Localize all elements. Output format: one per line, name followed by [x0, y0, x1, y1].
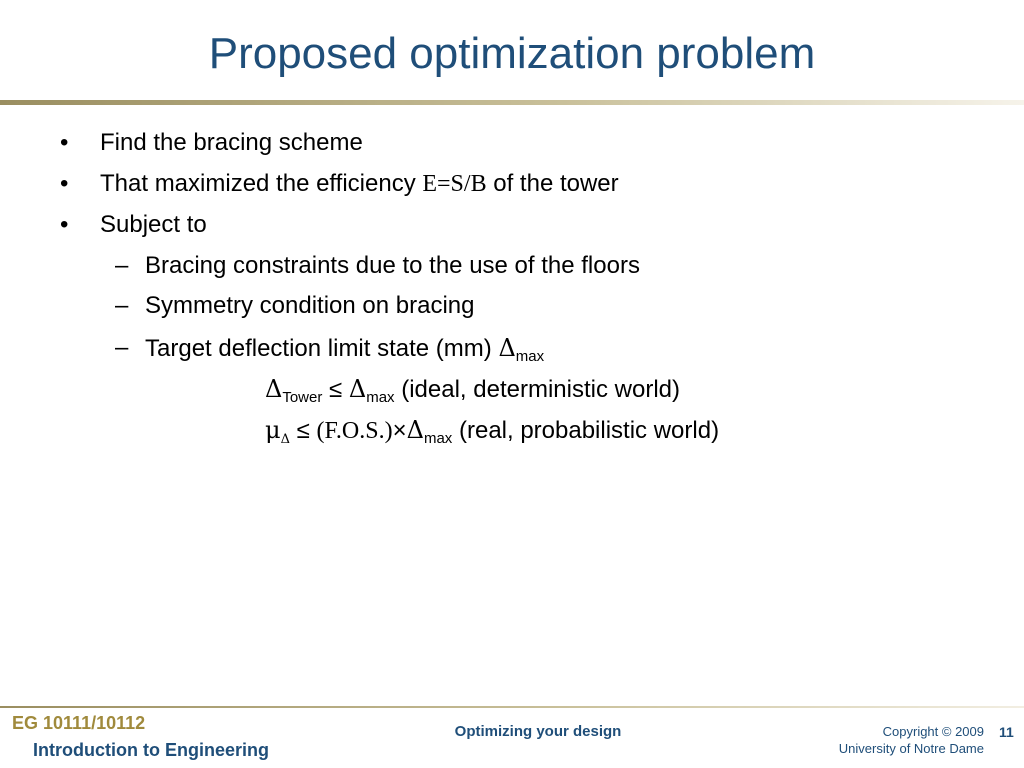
bullet-marker: • [60, 211, 69, 238]
subscript: max [515, 348, 545, 365]
equation-note: (ideal, deterministic world) [394, 376, 680, 403]
institution-line: University of Notre Dame [838, 741, 984, 756]
times-operator: × [392, 417, 407, 444]
bullet-marker: • [60, 129, 69, 156]
delta-symbol: Δ [265, 375, 283, 403]
bullet-marker: • [60, 170, 69, 197]
mu-symbol: μ [265, 416, 281, 444]
less-equal-operator: ≤ [322, 376, 349, 403]
equation-note: (real, probabilistic world) [452, 417, 720, 444]
bullet-text: Target deflection limit state (mm) [145, 335, 499, 362]
sub-bullet-marker: – [115, 292, 129, 319]
sub-bullet-symmetry: Symmetry condition on bracing [145, 292, 475, 319]
course-code: EG 10111/10112 [12, 713, 146, 733]
delta-symbol: Δ [406, 416, 424, 444]
copyright-notice [839, 723, 984, 757]
subscript: Δ [280, 432, 290, 447]
equation-real [265, 415, 719, 446]
bullet-text: That maximized the efficiency [100, 170, 423, 197]
page-number: 11 [999, 724, 1014, 740]
copyright-line: Copyright © 2009 [882, 724, 984, 739]
sub-bullet-deflection-limit [145, 333, 544, 364]
delta-symbol: Δ [498, 334, 516, 362]
subscript: max [366, 389, 395, 406]
bullet-maximize-efficiency [100, 169, 619, 199]
delta-symbol: Δ [348, 375, 367, 403]
subscript: Tower [282, 389, 323, 406]
bullet-text: of the tower [486, 170, 619, 197]
safety-factor: (F.O.S.) [316, 418, 393, 444]
footer-divider [0, 706, 1024, 708]
efficiency-formula: E=S/B [422, 171, 487, 197]
less-equal-operator: ≤ [290, 417, 317, 444]
subscript: max [423, 430, 453, 447]
bullet-subject-to: Subject to [100, 211, 207, 238]
bullet-find-bracing-scheme: Find the bracing scheme [100, 129, 363, 156]
slide-title: Proposed optimization problem [208, 29, 816, 78]
course-name: Introduction to Engineering [33, 740, 269, 760]
equation-ideal [265, 374, 680, 405]
sub-bullet-bracing-constraints: Bracing constraints due to the use of the floors [145, 252, 640, 279]
sub-bullet-marker: – [115, 252, 129, 279]
footer-topic: Optimizing your design [454, 723, 622, 740]
sub-bullet-marker: – [115, 334, 129, 361]
